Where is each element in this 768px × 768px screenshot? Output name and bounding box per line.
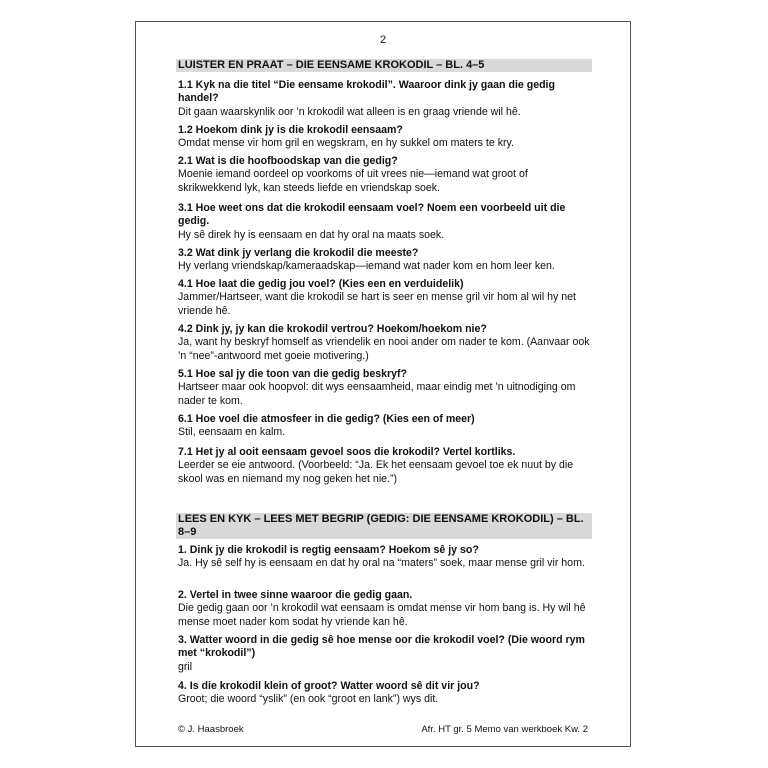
answer: Groot; die woord “yslik” (en ook “groot en lank”) wys dit.	[178, 693, 439, 706]
question: 4.1 Hoe laat die gedig jou voel? (Kies een en verduidelik)	[178, 278, 464, 290]
answer: Stil, eensaam en kalm.	[178, 426, 286, 439]
answer: Hy verlang vriendskap/kameraadskap—iemand wat nader kom en hom leer ken.	[178, 260, 555, 273]
answer: gril	[178, 660, 193, 673]
qa-item	[178, 446, 592, 486]
answer: Die gedig gaan oor ’n krokodil wat eensaam is omdat mense vir hom bang is. Hy wil hê mense moet nader kom sodat hy vriende kan hê.	[178, 602, 586, 628]
qa-item	[178, 202, 592, 242]
question: 4.2 Dink jy, jy kan die krokodil vertrou? Hoekom/hoekom nie?	[178, 323, 487, 335]
page-number: 2	[379, 34, 387, 46]
qa-item	[178, 323, 592, 363]
answer: Hy sê direk hy is eensaam en dat hy oral na maats soek.	[178, 228, 445, 241]
question: 3. Watter woord in die gedig sê hoe mense oor die krokodil voel? (Die woord rym met “krokodil”)	[178, 634, 585, 660]
qa-item	[178, 368, 592, 408]
question: 7.1 Het jy al ooit eensaam gevoel soos die krokodil? Vertel kortliks.	[178, 446, 516, 458]
answer: Moenie iemand oordeel op voorkoms of uit vrees nie—iemand wat groot of skrikwekkend lyk, kan steeds liefde en vriendskap soek.	[178, 168, 528, 194]
qa-item	[178, 544, 592, 571]
footer-document-title: Afr. HT gr. 5 Memo van werkboek Kw. 2	[421, 724, 588, 735]
qa-item	[178, 680, 592, 707]
answer: Jammer/Hartseer, want die krokodil se hart is seer en mense gril vir hom al wil hy net vriende hê.	[178, 291, 577, 317]
question: 3.2 Wat dink jy verlang die krokodil die meeste?	[178, 247, 419, 259]
answer: Omdat mense vir hom gril en wegskram, en hy sukkel om maters te kry.	[178, 137, 514, 150]
answer: Leerder se eie antwoord. (Voorbeeld: “Ja. Ek het eensaam gevoel toe ek nuut by die skool was en niemand my nog geken het nie.”)	[178, 459, 574, 485]
question: 1.2 Hoekom dink jy is die krokodil eensaam?	[178, 124, 403, 136]
question: 5.1 Hoe sal jy die toon van die gedig beskryf?	[178, 368, 408, 380]
section-heading-luister-en-praat: LUISTER EN PRAAT – DIE EENSAME KROKODIL – BL. 4–5	[176, 59, 592, 72]
question: 4. Is die krokodil klein of groot? Watter woord sê dit vir jou?	[178, 680, 480, 692]
qa-item	[178, 79, 592, 119]
qa-item	[178, 247, 592, 274]
answer: Ja. Hy sê self hy is eensaam en dat hy oral na “maters” soek, maar mense gril vir hom.	[178, 557, 585, 570]
question: 2. Vertel in twee sinne waaroor die gedig gaan.	[178, 589, 413, 601]
answer: Ja, want hy beskryf homself as vriendelik en nooi ander om nader te kom. (Aanvaar ook ’n “nee”-antwoord met goeie motivering.)	[178, 336, 590, 362]
answer: Dit gaan waarskynlik oor ’n krokodil wat alleen is en graag vriende wil hê.	[178, 105, 521, 118]
qa-item	[178, 155, 592, 195]
qa-item	[178, 634, 592, 674]
section-heading-lees-en-kyk: LEES EN KYK – LEES MET BEGRIP (GEDIG: DIE EENSAME KROKODIL) – BL. 8–9	[176, 513, 592, 539]
question: 3.1 Hoe weet ons dat die krokodil eensaam voel? Noem een voorbeeld uit die gedig.	[178, 202, 566, 228]
qa-item	[178, 278, 592, 318]
document-page	[135, 21, 631, 747]
question: 1. Dink jy die krokodil is regtig eensaam? Hoekom sê jy so?	[178, 544, 479, 556]
qa-item	[178, 589, 592, 629]
question: 6.1 Hoe voel die atmosfeer in die gedig? (Kies een of meer)	[178, 413, 475, 425]
question: 2.1 Wat is die hoofboodskap van die gedig?	[178, 155, 398, 167]
answer: Hartseer maar ook hoopvol: dit wys eensaamheid, maar eindig met ’n uitnodiging om nader te kom.	[178, 381, 576, 407]
footer-copyright: © J. Haasbroek	[178, 724, 244, 735]
qa-item	[178, 413, 592, 440]
qa-item	[178, 124, 592, 151]
question: 1.1 Kyk na die titel “Die eensame krokodil”. Waaroor dink jy gaan die gedig handel?	[178, 79, 555, 105]
